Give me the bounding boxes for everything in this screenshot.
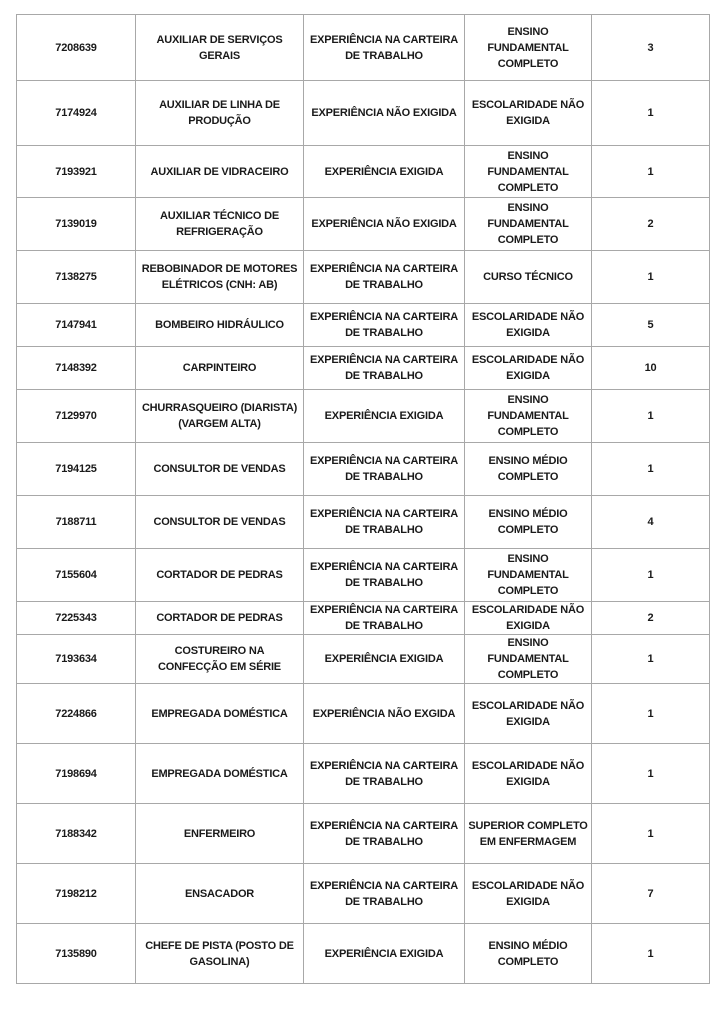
experience-requirement: EXPERIÊNCIA NA CARTEIRA DE TRABALHO	[304, 602, 465, 635]
education-requirement: ESCOLARIDADE NÃO EXIGIDA	[465, 602, 592, 635]
experience-requirement: EXPERIÊNCIA EXIGIDA	[304, 635, 465, 684]
job-openings-table	[16, 14, 710, 984]
job-code: 7224866	[17, 684, 136, 744]
experience-requirement: EXPERIÊNCIA NÃO EXIGIDA	[304, 198, 465, 251]
openings-count: 1	[592, 635, 710, 684]
education-requirement: ENSINO FUNDAMENTAL COMPLETO	[465, 390, 592, 443]
table-row	[17, 390, 710, 443]
job-title: CARPINTEIRO	[136, 347, 304, 390]
table-row	[17, 496, 710, 549]
job-title: AUXILIAR DE SERVIÇOS GERAIS	[136, 15, 304, 81]
job-code: 7193921	[17, 146, 136, 198]
job-title: CHEFE DE PISTA (POSTO DE GASOLINA)	[136, 924, 304, 984]
job-title: CHURRASQUEIRO (DIARISTA) (VARGEM ALTA)	[136, 390, 304, 443]
education-requirement: ENSINO MÉDIO COMPLETO	[465, 443, 592, 496]
job-title: CORTADOR DE PEDRAS	[136, 602, 304, 635]
job-code: 7188711	[17, 496, 136, 549]
experience-requirement: EXPERIÊNCIA NÃO EXIGIDA	[304, 81, 465, 146]
openings-count: 10	[592, 347, 710, 390]
job-code: 7155604	[17, 549, 136, 602]
job-title: ENFERMEIRO	[136, 804, 304, 864]
table-row	[17, 251, 710, 304]
openings-count: 1	[592, 744, 710, 804]
job-code: 7225343	[17, 602, 136, 635]
job-code: 7198212	[17, 864, 136, 924]
openings-count: 3	[592, 15, 710, 81]
table-row	[17, 804, 710, 864]
job-code: 7188342	[17, 804, 136, 864]
job-code: 7147941	[17, 304, 136, 347]
table-row	[17, 443, 710, 496]
table-row	[17, 684, 710, 744]
experience-requirement: EXPERIÊNCIA NA CARTEIRA DE TRABALHO	[304, 251, 465, 304]
table-row	[17, 864, 710, 924]
table-row	[17, 924, 710, 984]
job-title: REBOBINADOR DE MOTORES ELÉTRICOS (CNH: AB)	[136, 251, 304, 304]
openings-count: 5	[592, 304, 710, 347]
table-row	[17, 744, 710, 804]
experience-requirement: EXPERIÊNCIA NA CARTEIRA DE TRABALHO	[304, 549, 465, 602]
experience-requirement: EXPERIÊNCIA NA CARTEIRA DE TRABALHO	[304, 496, 465, 549]
education-requirement: ESCOLARIDADE NÃO EXIGIDA	[465, 684, 592, 744]
job-title: CONSULTOR DE VENDAS	[136, 443, 304, 496]
job-code: 7208639	[17, 15, 136, 81]
experience-requirement: EXPERIÊNCIA NA CARTEIRA DE TRABALHO	[304, 744, 465, 804]
openings-count: 4	[592, 496, 710, 549]
job-code: 7198694	[17, 744, 136, 804]
job-code: 7129970	[17, 390, 136, 443]
openings-count: 1	[592, 251, 710, 304]
job-title: ENSACADOR	[136, 864, 304, 924]
education-requirement: ENSINO MÉDIO COMPLETO	[465, 496, 592, 549]
experience-requirement: EXPERIÊNCIA EXIGIDA	[304, 390, 465, 443]
job-code: 7194125	[17, 443, 136, 496]
education-requirement: SUPERIOR COMPLETO EM ENFERMAGEM	[465, 804, 592, 864]
openings-count: 1	[592, 146, 710, 198]
education-requirement: ENSINO FUNDAMENTAL COMPLETO	[465, 635, 592, 684]
openings-count: 1	[592, 549, 710, 602]
education-requirement: ESCOLARIDADE NÃO EXIGIDA	[465, 864, 592, 924]
openings-count: 1	[592, 390, 710, 443]
experience-requirement: EXPERIÊNCIA EXIGIDA	[304, 924, 465, 984]
table-row	[17, 347, 710, 390]
job-title: BOMBEIRO HIDRÁULICO	[136, 304, 304, 347]
openings-count: 7	[592, 864, 710, 924]
experience-requirement: EXPERIÊNCIA NÃO EXGIDA	[304, 684, 465, 744]
job-code: 7138275	[17, 251, 136, 304]
education-requirement: ESCOLARIDADE NÃO EXIGIDA	[465, 81, 592, 146]
table-row	[17, 304, 710, 347]
table-row	[17, 15, 710, 81]
openings-count: 2	[592, 198, 710, 251]
job-title: AUXILIAR DE LINHA DE PRODUÇÃO	[136, 81, 304, 146]
table-row	[17, 81, 710, 146]
job-title: AUXILIAR TÉCNICO DE REFRIGERAÇÃO	[136, 198, 304, 251]
experience-requirement: EXPERIÊNCIA NA CARTEIRA DE TRABALHO	[304, 443, 465, 496]
education-requirement: ENSINO MÉDIO COMPLETO	[465, 924, 592, 984]
education-requirement: ENSINO FUNDAMENTAL COMPLETO	[465, 15, 592, 81]
openings-count: 2	[592, 602, 710, 635]
education-requirement: ESCOLARIDADE NÃO EXIGIDA	[465, 744, 592, 804]
openings-count: 1	[592, 924, 710, 984]
table-row	[17, 549, 710, 602]
job-code: 7135890	[17, 924, 136, 984]
job-title: CORTADOR DE PEDRAS	[136, 549, 304, 602]
education-requirement: ESCOLARIDADE NÃO EXIGIDA	[465, 304, 592, 347]
job-title: EMPREGADA DOMÉSTICA	[136, 684, 304, 744]
job-code: 7139019	[17, 198, 136, 251]
table-row	[17, 635, 710, 684]
education-requirement: ESCOLARIDADE NÃO EXIGIDA	[465, 347, 592, 390]
job-title: CONSULTOR DE VENDAS	[136, 496, 304, 549]
job-openings-body	[17, 15, 710, 984]
job-code: 7174924	[17, 81, 136, 146]
experience-requirement: EXPERIÊNCIA NA CARTEIRA DE TRABALHO	[304, 304, 465, 347]
job-code: 7193634	[17, 635, 136, 684]
education-requirement: ENSINO FUNDAMENTAL COMPLETO	[465, 146, 592, 198]
job-title: COSTUREIRO NA CONFECÇÃO EM SÉRIE	[136, 635, 304, 684]
experience-requirement: EXPERIÊNCIA NA CARTEIRA DE TRABALHO	[304, 15, 465, 81]
job-title: AUXILIAR DE VIDRACEIRO	[136, 146, 304, 198]
experience-requirement: EXPERIÊNCIA EXIGIDA	[304, 146, 465, 198]
openings-count: 1	[592, 804, 710, 864]
openings-count: 1	[592, 443, 710, 496]
job-title: EMPREGADA DOMÉSTICA	[136, 744, 304, 804]
table-row	[17, 602, 710, 635]
experience-requirement: EXPERIÊNCIA NA CARTEIRA DE TRABALHO	[304, 804, 465, 864]
education-requirement: CURSO TÉCNICO	[465, 251, 592, 304]
job-code: 7148392	[17, 347, 136, 390]
education-requirement: ENSINO FUNDAMENTAL COMPLETO	[465, 549, 592, 602]
openings-count: 1	[592, 684, 710, 744]
education-requirement: ENSINO FUNDAMENTAL COMPLETO	[465, 198, 592, 251]
openings-count: 1	[592, 81, 710, 146]
table-row	[17, 146, 710, 198]
experience-requirement: EXPERIÊNCIA NA CARTEIRA DE TRABALHO	[304, 864, 465, 924]
table-row	[17, 198, 710, 251]
experience-requirement: EXPERIÊNCIA NA CARTEIRA DE TRABALHO	[304, 347, 465, 390]
